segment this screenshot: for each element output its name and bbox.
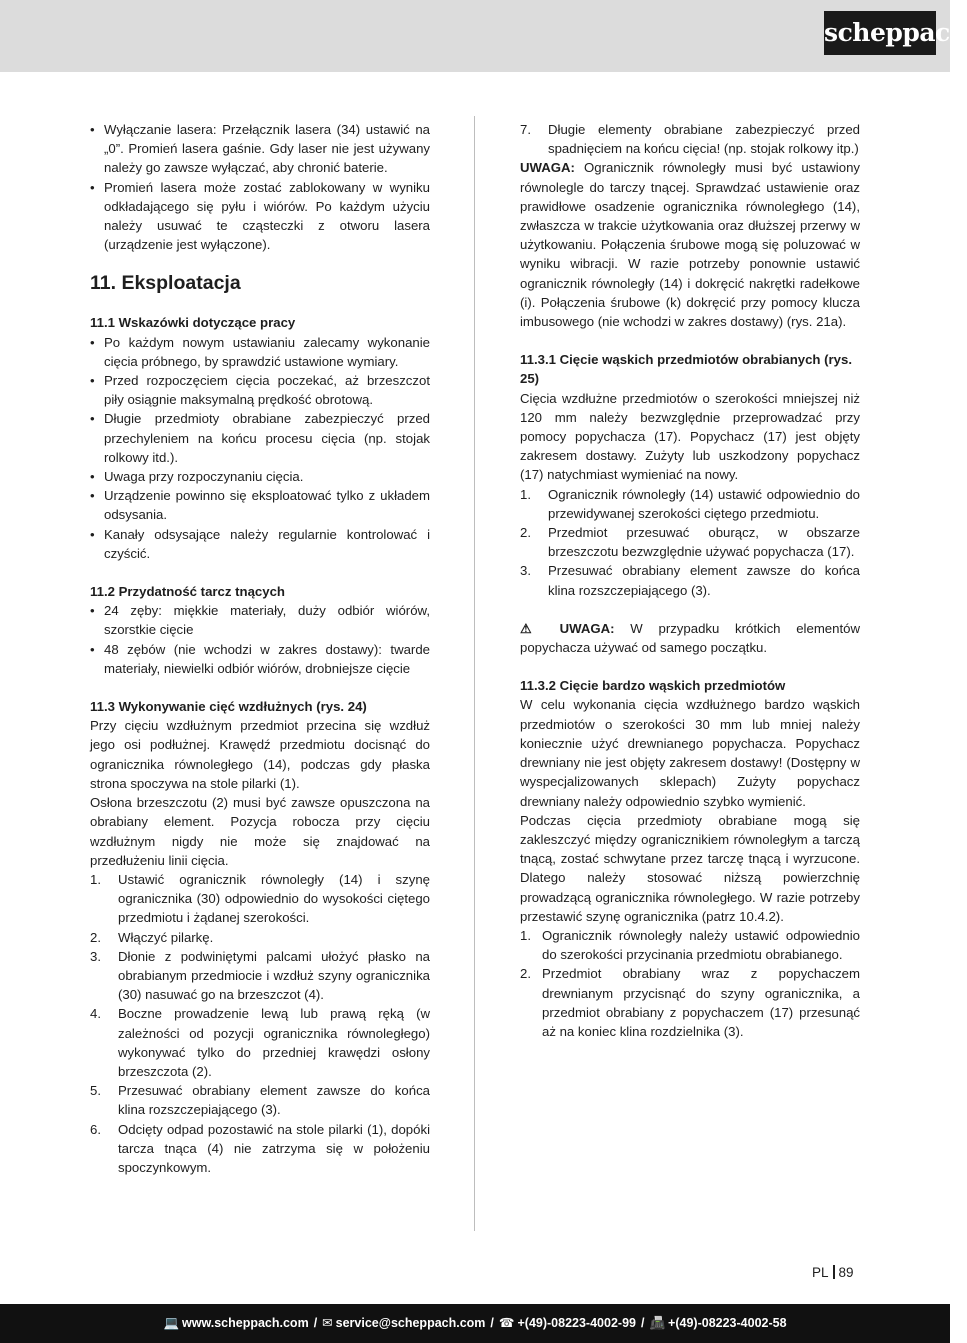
bullet-icon: • bbox=[90, 411, 95, 427]
warning-paragraph: UWAGA: Ogranicznik równoległy musi być ustawiony równolegle do tarczy tnącej. Sprawdzać ustawienie oraz prawidłowe osadzenie ogranicznika równoległego (14), zwłaszcza w trakcie użytkowania oraz dłuższej przerwy w użytkowaniu. Połączenia śrubowe mogą się poluzować w wyniku wibracji. W razie potrzeby ponownie ustawić ogranicznik równoległy (14) i dokręcić nakrętki radełkowe (i). Połączenia śrubowe (k) dokręcić przy pomocy klucza imbusowego (nie wchodzi w zakres dostawy) (rys. 21a). bbox=[520, 160, 860, 330]
warning-paragraph: ⚠ UWAGA: W przypadku krótkich elementów popychacza używać od samego początku. bbox=[520, 620, 860, 656]
list-item: • Po każdym nowym ustawianiu zalecamy wykonanie cięcia próbnego, by sprawdzić ustawione wymiary. bbox=[90, 334, 430, 369]
list-item: • Wyłączanie lasera: Przełącznik lasera (34) ustawić na „0”. Promień lasera gaśnie. Gdy laser nie jest używany należy go zawsze wyłączać, aby chronić baterie. bbox=[90, 122, 430, 176]
header-bar bbox=[0, 0, 967, 72]
warning-label: UWAGA: bbox=[559, 620, 615, 636]
list-item: 2. Włączyć pilarkę. bbox=[90, 929, 214, 945]
list-item: • Promień lasera może zostać zablokowany w wyniku odkładającego się pyłu i wiórów. Po każdym użyciu należy usuwać te cząsteczki z otworu lasera (urządzenie jest wyłączone). bbox=[90, 179, 430, 253]
column-divider bbox=[474, 116, 475, 1231]
subsection-title-11-3-2: 11.3.2 Cięcie bardzo wąskich przedmiotów bbox=[520, 678, 786, 694]
warning-label: UWAGA: bbox=[520, 160, 575, 176]
bullet-icon: • bbox=[90, 469, 95, 485]
subsection-title-11-3: 11.3 Wykonywanie cięć wzdłużnych (rys. 24) bbox=[90, 699, 367, 715]
bullet-icon: • bbox=[90, 603, 95, 619]
left-column bbox=[90, 120, 430, 1177]
brand-logo: scheppach bbox=[824, 11, 936, 55]
fax-number: +(49)-08223-4002-58 bbox=[668, 1316, 787, 1330]
list-item: 2. Przedmiot przesuwać oburącz, w obszarze brzeszczotu bezwzględnie używać popychacza (17). bbox=[520, 525, 860, 560]
mail-icon: ✉ bbox=[322, 1316, 333, 1330]
fax-icon: 📠 bbox=[649, 1316, 666, 1330]
list-item: 3. Przesuwać obrabiany element zawsze do końca klina rozszczepiającego (3). bbox=[520, 563, 860, 598]
list-item: 5. Przesuwać obrabiany element zawsze do końca klina rozszczepiającego (3). bbox=[90, 1083, 430, 1118]
list-item: • Przed rozpoczęciem cięcia poczekać, aż brzeszczot piły osiągnie maksymalną prędkość obrotową. bbox=[90, 373, 430, 408]
bullet-icon: • bbox=[90, 179, 95, 195]
paragraph: Podczas cięcia przedmioty obrabiane mogą się zakleszczyć między ogranicznikiem równoległym a tarczą tnącą, zostać schwytane przez tarczę tnącą i wyrzucone. Dlatego należy stosować niższą powierzchnię prowadzącą ogranicznika równoległego. W razie potrzeby przestawić szynę ogranicznika (patrz 10.4.2). bbox=[520, 812, 860, 924]
phone-number: +(49)-08223-4002-99 bbox=[517, 1316, 636, 1330]
list-item: • Kanały odsysające należy regularnie kontrolować i czyścić. bbox=[90, 526, 430, 561]
paragraph: Cięcia wzdłużne przedmiotów o szerokości mniejszej niż 120 mm należy bezwzględnie przeprowadzać przy pomocy popychacza (17). Popychacz (17) jest objęty zakresem dostawy. Zużyty lub uszkodzony popychacz (17) natychmiast wymieniać na nowy. bbox=[520, 390, 860, 483]
phone-icon: ☎ bbox=[498, 1316, 515, 1330]
subsection-title-11-1: 11.1 Wskazówki dotyczące pracy bbox=[90, 315, 296, 331]
computer-icon: 💻 bbox=[163, 1316, 180, 1330]
list-item: 2. Przedmiot obrabiany wraz z popychaczem drewnianym przycisnąć do szyny ogranicznika, a przedmiot obrabiany z popychaczem (17) przesunąć aż na koniec klina rozdzielnika (3). bbox=[520, 966, 860, 1039]
list-item: 7. Długie elementy obrabiane zabezpieczyć przed spadnięciem na końcu cięcia! (np. stojak rolkowy itp.) bbox=[520, 122, 860, 157]
list-item: • Urządzenie powinno się eksploatować tylko z układem odsysania. bbox=[90, 488, 430, 523]
section-title: 11. Eksploatacja bbox=[90, 272, 241, 295]
bullet-icon: • bbox=[90, 334, 95, 350]
bullet-icon: • bbox=[90, 122, 95, 137]
subsection-title-11-3-1: 11.3.1 Cięcie wąskich przedmiotów obrabianych (rys. 25) bbox=[520, 352, 853, 387]
list-item: 3. Dłonie z podwiniętymi palcami ułożyć płasko na obrabianym przedmiocie i wzdłuż szyny ogranicznika (30) nasuwać go na brzeszczot (4). bbox=[90, 948, 430, 1003]
list-item: 1. Ustawić ogranicznik równoległy (14) i szynę ogranicznika (30) odpowiednio do wysokości ciętego przedmiotu i żądanej szerokości. bbox=[90, 871, 430, 926]
list-item: 1. Ogranicznik równoległy należy ustawić odpowiednio do szerokości przycinania przedmiotu obrabianego. bbox=[520, 927, 860, 963]
email-link[interactable]: service@scheppach.com bbox=[335, 1316, 486, 1330]
warning-icon: ⚠ bbox=[520, 620, 544, 636]
list-item: • 24 zęby: miękkie materiały, duży odbiór wiórów, szorstkie cięcie bbox=[90, 603, 430, 638]
page-number: PL 89 bbox=[812, 1265, 854, 1280]
footer-bar: 💻 www.scheppach.com / ✉ service@scheppach.com / ☎ +(49)-08223-4002-99 / 📠 +(49)-08223-4002-58 bbox=[0, 1304, 950, 1343]
paragraph: W celu wykonania cięcia wzdłużnego bardzo wąskich przedmiotów o szerokości 30 mm lub mniej należy koniecznie użyć drewnianego popychacza. Popychacz drewniany nie jest objęty zakresem dostawy! (Dostępny w wyspecjalizowanych sklepach) Zużyty popychacz drewniany należy odpowiednio szybko wymienić. bbox=[520, 697, 860, 809]
website-link[interactable]: www.scheppach.com bbox=[182, 1316, 309, 1330]
bullet-icon: • bbox=[90, 641, 95, 657]
list-item: 4. Boczne prowadzenie lewą lub prawą ręką (w zależności od pozycji ogranicznika równoległego) wykonywać tylko do przedniej krawędzi osłony brzeszczota (2). bbox=[90, 1006, 430, 1079]
list-item: • Uwaga przy rozpoczynaniu cięcia. bbox=[90, 467, 430, 486]
list-item: 6. Odcięty odpad pozostawić na stole pilarki (1), dopóki tarcza tnąca (4) nie zatrzyma się w położeniu spoczynkowym. bbox=[90, 1121, 430, 1175]
list-item: • Długie przedmioty obrabiane zabezpieczyć przed przechyleniem na końcu procesu cięcia (np. stojak rolkowy itd.). bbox=[90, 411, 430, 465]
list-item: • 48 zębów (nie wchodzi w zakres dostawy): twarde materiały, niewielki odbiór wiórów, drobniejsze cięcie bbox=[90, 641, 430, 676]
paragraph: Przy cięciu wzdłużnym przedmiot przecina się wzdłuż jego osi podłużnej. Krawędź przedmiotu docisnąć do ogranicznika równoległego (14), podczas gdy płaska strona spoczywa na stole pilarki (1). bbox=[90, 718, 430, 791]
list-item: 1. Ogranicznik równoległy (14) ustawić odpowiednio do przewidywanej szerokości ciętego przedmiotu. bbox=[520, 486, 860, 521]
paragraph: Osłona brzeszczotu (2) musi być zawsze opuszczona na obrabiany element. Pozycja robocza przy cięciu wzdłużnym nigdy nie może się znajdować na przedłużeniu linii cięcia. bbox=[90, 795, 430, 868]
subsection-title-11-2: 11.2 Przydatność tarcz tnących bbox=[90, 584, 285, 600]
right-column bbox=[520, 120, 860, 1041]
bullet-icon: • bbox=[90, 488, 95, 504]
bullet-icon: • bbox=[90, 373, 95, 389]
bullet-icon: • bbox=[90, 526, 95, 542]
